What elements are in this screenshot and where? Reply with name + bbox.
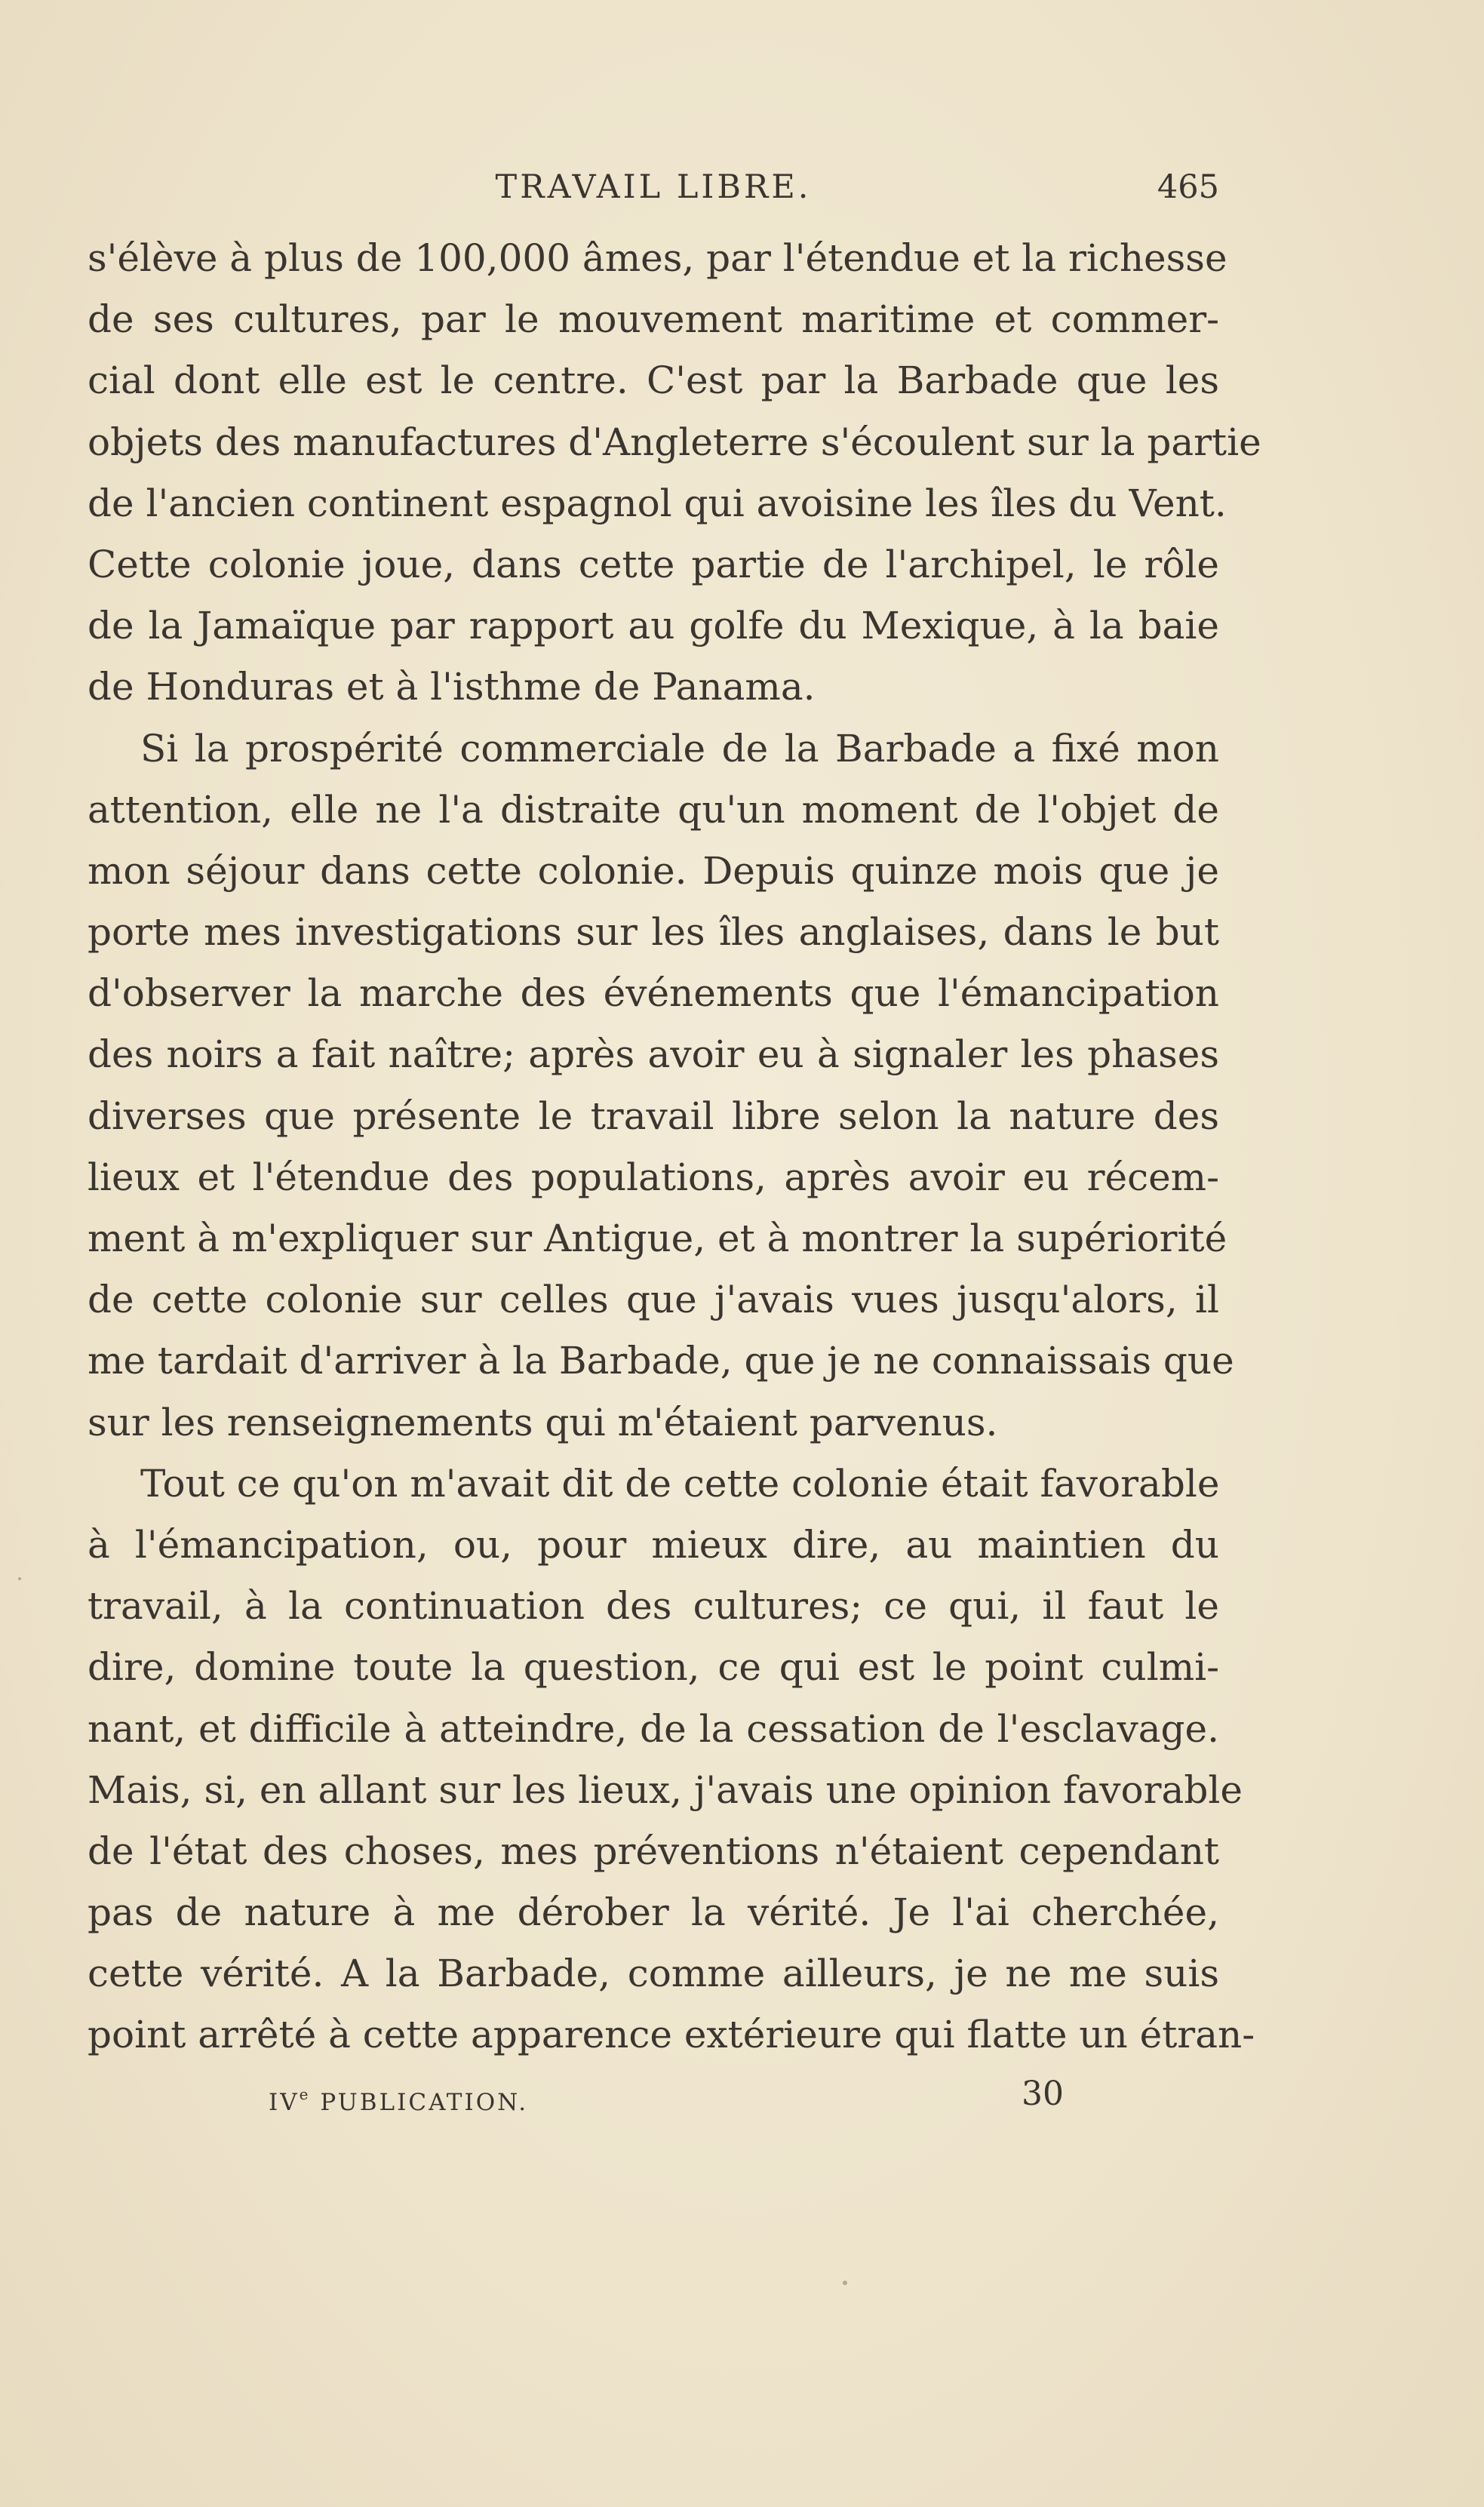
text-line: Si la prospérité commerciale de la Barbade a fixé mon — [140, 726, 1219, 771]
page-number: 465 — [1157, 168, 1219, 206]
text-line: de l'ancien continent espagnol qui avoisine les îles du Vent. — [88, 481, 1227, 525]
text-line: pas de nature à me dérober la vérité. Je l'ai cherchée, — [88, 1890, 1219, 1935]
text-line: cette vérité. A la Barbade, comme ailleurs, je ne me suis — [88, 1952, 1219, 1996]
text-line: de l'état des choses, mes préventions n'étaient cependant — [88, 1829, 1219, 1873]
text-line: cial dont elle est le centre. C'est par la Barbade que les — [88, 358, 1219, 403]
text-line: objets des manufactures d'Angleterre s'écoulent sur la partie — [88, 420, 1261, 464]
text-line: sur les renseignements qui m'étaient parvenus. — [88, 1400, 998, 1444]
page-header — [88, 165, 1219, 210]
text-line: mon séjour dans cette colonie. Depuis quinze mois que je — [88, 848, 1219, 893]
text-line: d'observer la marche des événements que l'émancipation — [88, 971, 1219, 1016]
text-line: me tardait d'arriver à la Barbade, que je ne connaissais que — [88, 1339, 1234, 1383]
signature-roman: IV — [269, 2089, 300, 2116]
signature-sup: e — [299, 2085, 311, 2103]
running-title: TRAVAIL LIBRE. — [495, 168, 812, 206]
signature-mark — [269, 2072, 528, 2125]
signature-word: PUBLICATION. — [310, 2089, 529, 2116]
text-line: dire, domine toute la question, ce qui est le point culmi- — [88, 1645, 1219, 1690]
text-line: de Honduras et à l'isthme de Panama. — [88, 665, 816, 709]
page-footer — [88, 2072, 1219, 2117]
text-line: Tout ce qu'on m'avait dit de cette colonie était favorable — [140, 1461, 1220, 1506]
text-line: Cette colonie joue, dans cette partie de l'archipel, le rôle — [88, 542, 1219, 586]
paper-speck — [18, 1577, 21, 1580]
text-line: porte mes investigations sur les îles anglaises, dans le but — [88, 910, 1219, 955]
text-line: de la Jamaïque par rapport au golfe du Mexique, à la baie — [88, 604, 1219, 648]
paper-speck — [843, 2281, 847, 2285]
text-line: des noirs a fait naître; après avoir eu à signaler les phases — [88, 1032, 1219, 1077]
text-line: à l'émancipation, ou, pour mieux dire, au maintien du — [88, 1522, 1219, 1567]
text-line: de ses cultures, par le mouvement maritime et commer- — [88, 297, 1219, 342]
text-line: ment à m'expliquer sur Antigue, et à montrer la supériorité — [88, 1217, 1227, 1260]
sheet-number: 30 — [1022, 2075, 1064, 2113]
text-line: lieux et l'étendue des populations, après avoir eu récem- — [88, 1155, 1219, 1199]
text-line: s'élève à plus de 100,000 âmes, par l'étendue et la richesse — [88, 236, 1227, 280]
body-text — [88, 228, 1261, 2066]
text-line: point arrêté à cette apparence extérieure qui flatte un étran- — [88, 2013, 1255, 2057]
text-line: attention, elle ne l'a distraite qu'un moment de l'objet de — [88, 787, 1219, 832]
text-line: diverses que présente le travail libre selon la nature des — [88, 1094, 1219, 1138]
text-line: Mais, si, en allant sur les lieux, j'avais une opinion favorable — [88, 1767, 1243, 1812]
text-line: travail, à la continuation des cultures; ce qui, il faut le — [88, 1584, 1219, 1629]
text-line: de cette colonie sur celles que j'avais vues jusqu'alors, il — [88, 1278, 1219, 1322]
text-line: nant, et difficile à atteindre, de la cessation de l'esclavage. — [88, 1706, 1219, 1751]
